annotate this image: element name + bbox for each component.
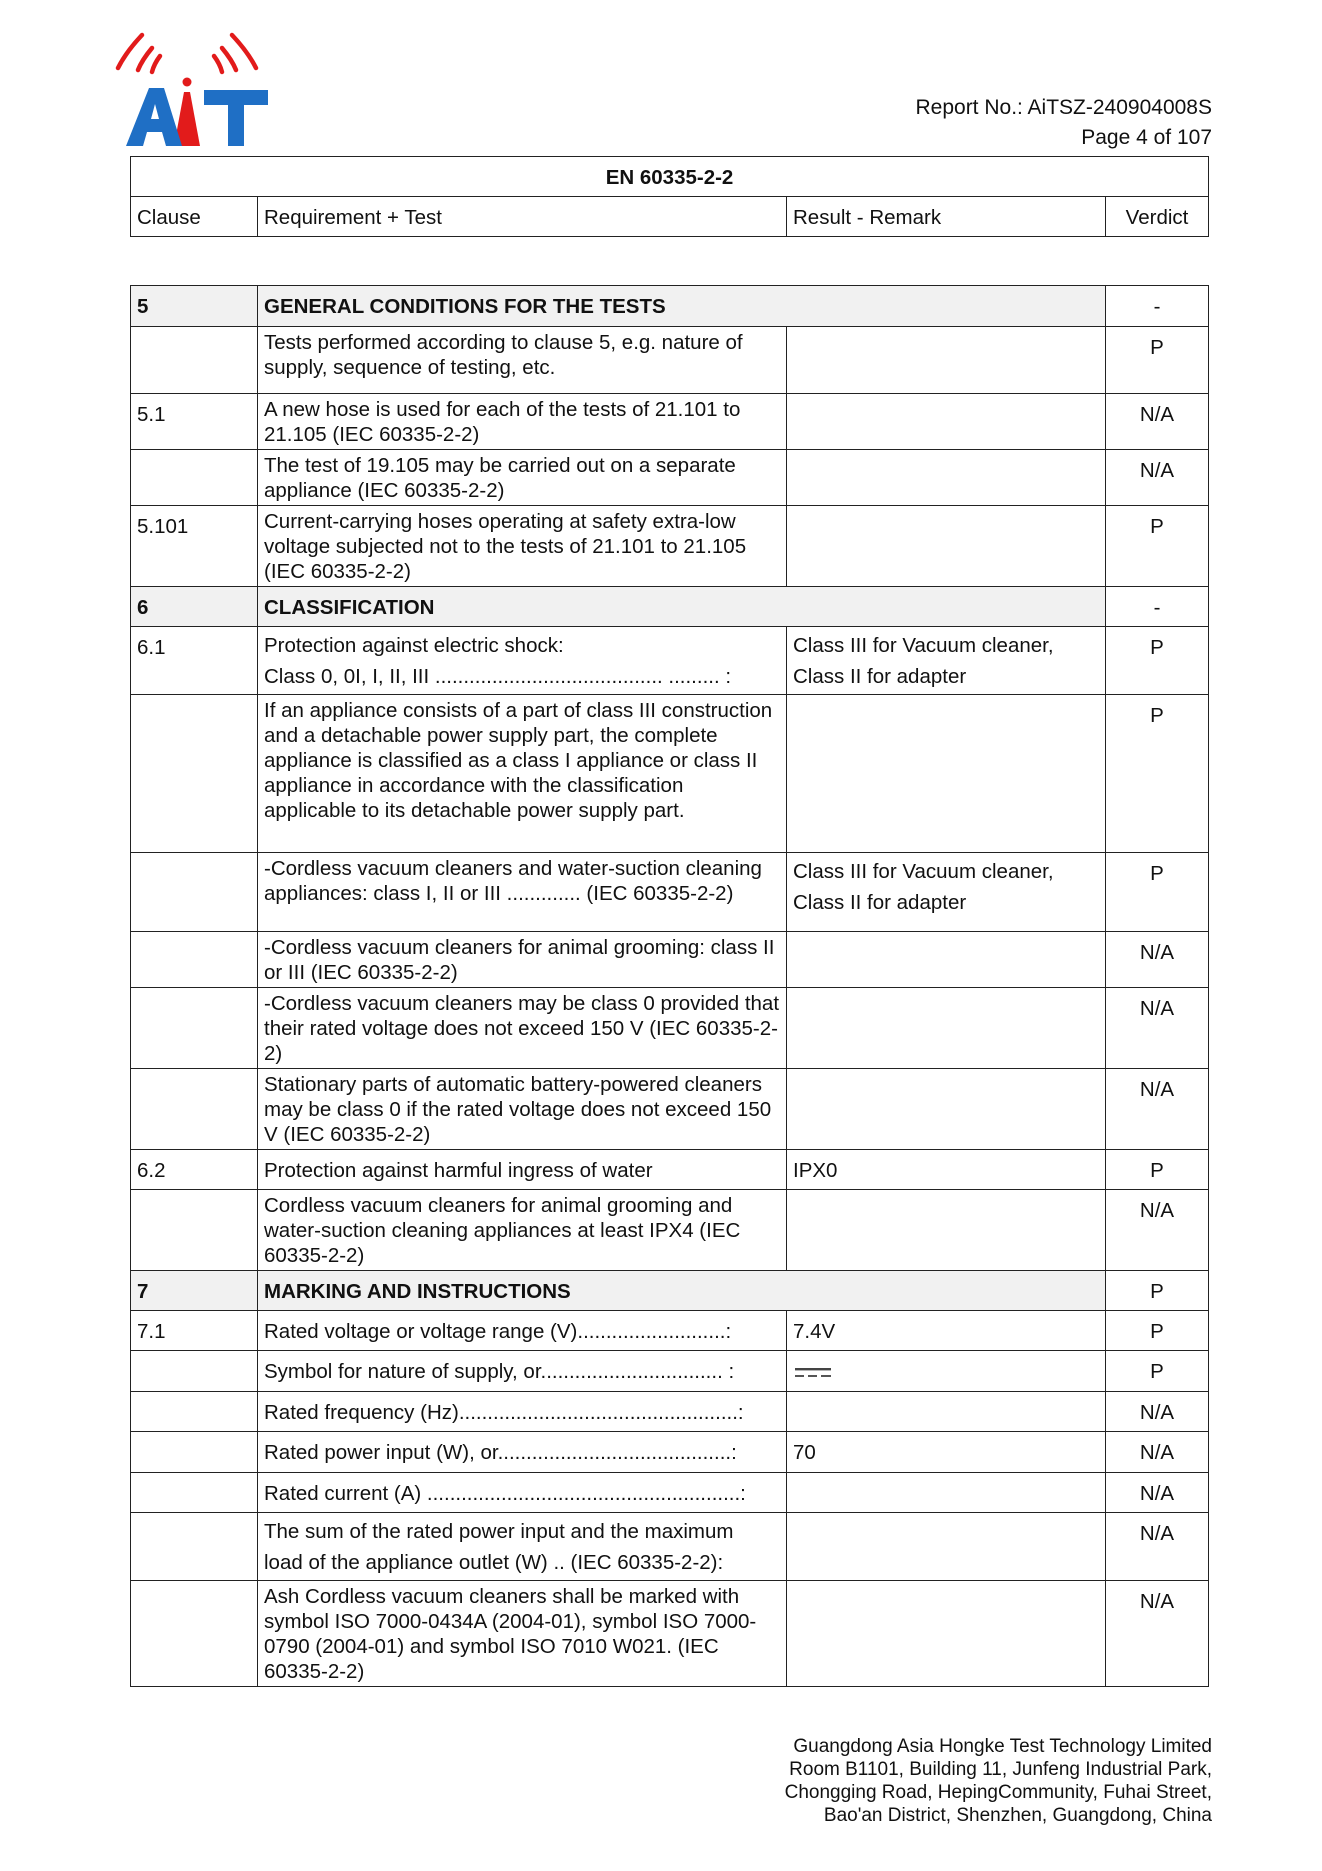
verdict-cell: P <box>1106 1311 1209 1351</box>
verdict-cell: N/A <box>1106 450 1209 506</box>
section-verdict: - <box>1106 587 1209 627</box>
verdict-cell: N/A <box>1106 932 1209 988</box>
result-cell: 7.4V <box>787 1311 1106 1351</box>
col-header-result: Result - Remark <box>787 197 1106 237</box>
table-row <box>131 627 1209 695</box>
result-line: Class II for adapter <box>793 891 967 914</box>
clause-cell: 6.1 <box>131 627 258 695</box>
section-title: GENERAL CONDITIONS FOR THE TESTS <box>258 286 1106 327</box>
section-row <box>131 587 1209 627</box>
table-row <box>131 327 1209 394</box>
verdict-cell: N/A <box>1106 394 1209 450</box>
requirement-cell: Current-carrying hoses operating at safety extra-low voltage subjected not to the tests of 21.101 to 21.105 (IEC 60335-2-2) <box>258 506 787 587</box>
table-row <box>131 1311 1209 1351</box>
requirement-line: The sum of the rated power input and the maximum <box>264 1520 734 1543</box>
result-line: Class III for Vacuum cleaner, <box>793 860 1054 883</box>
requirement-cell: The test of 19.105 may be carried out on a separate appliance (IEC 60335-2-2) <box>258 450 787 506</box>
verdict-cell: N/A <box>1106 1581 1209 1687</box>
report-number: Report No.: AiTSZ-240904008S <box>915 96 1212 119</box>
requirement-line: Protection against electric shock: <box>264 634 564 657</box>
clause-cell <box>131 1190 258 1271</box>
clause-cell <box>131 932 258 988</box>
section-clause: 6 <box>131 587 258 627</box>
result-cell <box>787 506 1106 587</box>
verdict-cell: N/A <box>1106 1513 1209 1581</box>
requirement-cell: Rated frequency (Hz).................................................: <box>258 1392 787 1432</box>
verdict-cell: N/A <box>1106 1392 1209 1432</box>
table-row <box>131 450 1209 506</box>
clause-cell <box>131 1351 258 1392</box>
verdict-cell: N/A <box>1106 988 1209 1069</box>
table-row <box>131 506 1209 587</box>
clause-cell <box>131 327 258 394</box>
table-row <box>131 932 1209 988</box>
result-cell <box>787 627 1106 695</box>
result-cell <box>787 1473 1106 1513</box>
header-table <box>130 156 1209 237</box>
requirement-cell <box>258 1513 787 1581</box>
clause-cell <box>131 1581 258 1687</box>
address-line: Chongging Road, HepingCommunity, Fuhai Street, <box>784 1782 1212 1803</box>
section-title: MARKING AND INSTRUCTIONS <box>258 1271 1106 1311</box>
verdict-cell: P <box>1106 853 1209 932</box>
requirement-cell: Rated voltage or voltage range (V)..........................: <box>258 1311 787 1351</box>
table-row <box>131 1150 1209 1190</box>
verdict-cell: N/A <box>1106 1432 1209 1473</box>
result-cell <box>787 1190 1106 1271</box>
requirement-cell: A new hose is used for each of the tests of 21.101 to 21.105 (IEC 60335-2-2) <box>258 394 787 450</box>
requirement-cell: Symbol for nature of supply, or................................ : <box>258 1351 787 1392</box>
requirement-cell: Rated power input (W), or.........................................: <box>258 1432 787 1473</box>
section-row <box>131 1271 1209 1311</box>
table-row <box>131 1432 1209 1473</box>
requirement-line: Class 0, 0I, I, II, III ........................................ ......... : <box>264 665 732 688</box>
table-row <box>131 394 1209 450</box>
section-clause: 5 <box>131 286 258 327</box>
clause-cell: 5.101 <box>131 506 258 587</box>
verdict-cell: P <box>1106 695 1209 853</box>
requirement-cell: Protection against harmful ingress of water <box>258 1150 787 1190</box>
verdict-cell: P <box>1106 327 1209 394</box>
clause-cell <box>131 1392 258 1432</box>
table-row <box>131 853 1209 932</box>
clause-cell <box>131 1069 258 1150</box>
requirement-cell: Ash Cordless vacuum cleaners shall be marked with symbol ISO 7000-0434A (2004-01), symbol ISO 7000-0790 (2004-01) and symbol ISO 7010 W021. (IEC 60335-2-2) <box>258 1581 787 1687</box>
address-line: Room B1101, Building 11, Junfeng Industrial Park, <box>789 1759 1212 1780</box>
clause-cell <box>131 1513 258 1581</box>
section-title: CLASSIFICATION <box>258 587 1106 627</box>
standard-title: EN 60335-2-2 <box>131 157 1209 197</box>
table-row <box>131 1069 1209 1150</box>
clause-cell: 5.1 <box>131 394 258 450</box>
requirement-cell: -Cordless vacuum cleaners and water-suction cleaning appliances: class I, II or III ............. (IEC 60335-2-2) <box>258 853 787 932</box>
result-cell <box>787 1581 1106 1687</box>
col-header-clause: Clause <box>131 197 258 237</box>
result-cell <box>787 394 1106 450</box>
table-row <box>131 695 1209 853</box>
section-verdict: P <box>1106 1271 1209 1311</box>
result-cell <box>787 1513 1106 1581</box>
result-line: Class III for Vacuum cleaner, <box>793 634 1054 657</box>
clause-cell <box>131 1432 258 1473</box>
table-row <box>131 1190 1209 1271</box>
requirement-cell: Rated current (A) .......................................................: <box>258 1473 787 1513</box>
result-cell <box>787 853 1106 932</box>
table-row <box>131 1392 1209 1432</box>
section-verdict: - <box>1106 286 1209 327</box>
result-cell <box>787 450 1106 506</box>
clause-cell: 6.2 <box>131 1150 258 1190</box>
requirement-cell: Stationary parts of automatic battery-powered cleaners may be class 0 if the rated voltage does not exceed 150 V (IEC 60335-2-2) <box>258 1069 787 1150</box>
clause-cell <box>131 1473 258 1513</box>
ait-logo <box>104 30 270 148</box>
clause-cell <box>131 853 258 932</box>
dc-symbol-icon <box>793 1364 833 1382</box>
address-line: Bao'an District, Shenzhen, Guangdong, China <box>823 1805 1212 1826</box>
result-cell: 70 <box>787 1432 1106 1473</box>
col-header-requirement: Requirement + Test <box>258 197 787 237</box>
table-row <box>131 1513 1209 1581</box>
result-cell <box>787 695 1106 853</box>
clause-cell: 7.1 <box>131 1311 258 1351</box>
result-cell <box>787 327 1106 394</box>
result-cell: IPX0 <box>787 1150 1106 1190</box>
table-row <box>131 1351 1209 1392</box>
page-number: Page 4 of 107 <box>1081 126 1212 149</box>
verdict-cell: P <box>1106 627 1209 695</box>
verdict-cell: N/A <box>1106 1069 1209 1150</box>
requirement-cell: -Cordless vacuum cleaners for animal grooming: class II or III (IEC 60335-2-2) <box>258 932 787 988</box>
verdict-cell: P <box>1106 1150 1209 1190</box>
result-cell <box>787 1351 1106 1392</box>
clause-cell <box>131 988 258 1069</box>
clause-cell <box>131 695 258 853</box>
clause-table <box>130 285 1209 1687</box>
requirement-cell: Tests performed according to clause 5, e.g. nature of supply, sequence of testing, etc. <box>258 327 787 394</box>
requirement-cell: -Cordless vacuum cleaners may be class 0 provided that their rated voltage does not exceed 150 V (IEC 60335-2-2) <box>258 988 787 1069</box>
requirement-cell: Cordless vacuum cleaners for animal grooming and water-suction cleaning appliances at least IPX4 (IEC 60335-2-2) <box>258 1190 787 1271</box>
result-cell <box>787 932 1106 988</box>
table-row <box>131 988 1209 1069</box>
table-row <box>131 1473 1209 1513</box>
col-header-verdict: Verdict <box>1106 197 1209 237</box>
result-cell <box>787 1069 1106 1150</box>
table-row <box>131 1581 1209 1687</box>
section-clause: 7 <box>131 1271 258 1311</box>
requirement-line: load of the appliance outlet (W) .. (IEC 60335-2-2): <box>264 1551 724 1574</box>
verdict-cell: P <box>1106 1351 1209 1392</box>
requirement-cell <box>258 627 787 695</box>
company-address <box>785 1735 1212 1827</box>
requirement-cell: If an appliance consists of a part of class III construction and a detachable power supply part, the complete appliance is classified as a class I appliance or class II appliance in accordance with the classification applicable to its detachable power supply part. <box>258 695 787 853</box>
clause-cell <box>131 450 258 506</box>
result-cell <box>787 1392 1106 1432</box>
verdict-cell: N/A <box>1106 1190 1209 1271</box>
result-line: Class II for adapter <box>793 665 967 688</box>
verdict-cell: P <box>1106 506 1209 587</box>
company-name: Guangdong Asia Hongke Test Technology Limited <box>793 1736 1212 1757</box>
section-row <box>131 286 1209 327</box>
verdict-cell: N/A <box>1106 1473 1209 1513</box>
result-cell <box>787 988 1106 1069</box>
